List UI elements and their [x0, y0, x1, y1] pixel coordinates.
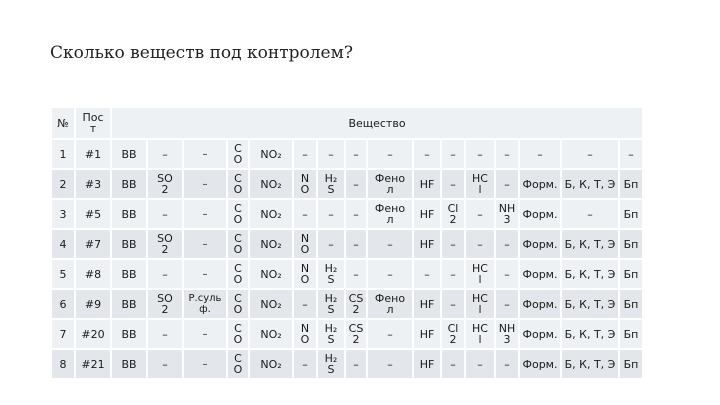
cell-c13: – — [495, 259, 519, 289]
cell-c7: H₂ S — [317, 349, 345, 379]
cell-c14: Форм. — [519, 199, 561, 229]
cell-num: 8 — [51, 349, 75, 379]
cell-c9: – — [367, 139, 413, 169]
cell-c5: NO₂ — [249, 169, 293, 199]
cell-c2: – — [147, 319, 183, 349]
table-header-row — [51, 107, 643, 139]
cell-num: 5 — [51, 259, 75, 289]
cell-c3: Р.суль ф. — [183, 289, 227, 319]
cell-c15: Б, К, Т, Э — [561, 349, 619, 379]
cell-c9: Фено л — [367, 289, 413, 319]
cell-c11: Cl 2 — [441, 199, 465, 229]
cell-c9: Фено л — [367, 169, 413, 199]
cell-c3: – — [183, 199, 227, 229]
cell-c6: – — [293, 289, 317, 319]
cell-c12: HC l — [465, 289, 495, 319]
cell-c10: HF — [413, 289, 441, 319]
cell-c1: ВВ — [111, 289, 147, 319]
cell-c9: – — [367, 319, 413, 349]
header-post: Пос т — [75, 107, 111, 139]
cell-c7: – — [317, 199, 345, 229]
table-row — [51, 169, 643, 199]
cell-c1: ВВ — [111, 349, 147, 379]
cell-c15: Б, К, Т, Э — [561, 169, 619, 199]
cell-c15: Б, К, Т, Э — [561, 259, 619, 289]
cell-c10: HF — [413, 199, 441, 229]
cell-c7: H₂ S — [317, 319, 345, 349]
table-row — [51, 259, 643, 289]
cell-c12: HC l — [465, 259, 495, 289]
cell-c5: NO₂ — [249, 319, 293, 349]
cell-c16: Бп — [619, 349, 643, 379]
cell-c7: – — [317, 229, 345, 259]
cell-c13: – — [495, 169, 519, 199]
cell-c4: С О — [227, 289, 249, 319]
cell-c3: – — [183, 229, 227, 259]
cell-c13: – — [495, 349, 519, 379]
cell-post: #8 — [75, 259, 111, 289]
cell-c13: – — [495, 229, 519, 259]
cell-c4: С О — [227, 199, 249, 229]
cell-c16: Бп — [619, 259, 643, 289]
cell-post: #21 — [75, 349, 111, 379]
cell-c1: ВВ — [111, 319, 147, 349]
cell-post: #5 — [75, 199, 111, 229]
cell-post: #7 — [75, 229, 111, 259]
cell-c7: H₂ S — [317, 169, 345, 199]
cell-c3: – — [183, 169, 227, 199]
cell-c10: – — [413, 259, 441, 289]
cell-c12: – — [465, 199, 495, 229]
cell-c1: ВВ — [111, 169, 147, 199]
cell-c15: – — [561, 139, 619, 169]
cell-c9: Фено л — [367, 199, 413, 229]
cell-c3: – — [183, 139, 227, 169]
cell-c2: – — [147, 139, 183, 169]
cell-c5: NO₂ — [249, 139, 293, 169]
cell-c2: SO 2 — [147, 289, 183, 319]
cell-num: 3 — [51, 199, 75, 229]
cell-c14: Форм. — [519, 349, 561, 379]
cell-c11: – — [441, 169, 465, 199]
table-row — [51, 349, 643, 379]
cell-c8: – — [345, 259, 367, 289]
cell-c6: N O — [293, 169, 317, 199]
table-row — [51, 139, 643, 169]
cell-c13: NH 3 — [495, 199, 519, 229]
cell-c2: SO 2 — [147, 169, 183, 199]
cell-c7: – — [317, 139, 345, 169]
cell-num: 7 — [51, 319, 75, 349]
cell-c4: С О — [227, 349, 249, 379]
table-row — [51, 229, 643, 259]
cell-c16: Бп — [619, 229, 643, 259]
cell-c12: – — [465, 139, 495, 169]
cell-c1: ВВ — [111, 199, 147, 229]
cell-c16: – — [619, 139, 643, 169]
cell-num: 4 — [51, 229, 75, 259]
cell-num: 1 — [51, 139, 75, 169]
cell-c11: – — [441, 259, 465, 289]
cell-c13: – — [495, 139, 519, 169]
cell-c9: – — [367, 349, 413, 379]
substance-table — [50, 106, 644, 380]
cell-c12: – — [465, 349, 495, 379]
cell-c8: – — [345, 349, 367, 379]
cell-c1: ВВ — [111, 139, 147, 169]
cell-c6: – — [293, 199, 317, 229]
cell-c16: Бп — [619, 169, 643, 199]
cell-post: #1 — [75, 139, 111, 169]
cell-post: #3 — [75, 169, 111, 199]
cell-c13: – — [495, 289, 519, 319]
cell-c14: Форм. — [519, 319, 561, 349]
cell-c7: H₂ S — [317, 259, 345, 289]
header-substance: Вещество — [111, 107, 643, 139]
cell-c8: CS 2 — [345, 289, 367, 319]
header-num: № — [51, 107, 75, 139]
cell-c4: С О — [227, 229, 249, 259]
cell-c10: HF — [413, 169, 441, 199]
cell-c9: – — [367, 229, 413, 259]
cell-c2: – — [147, 349, 183, 379]
cell-c7: H₂ S — [317, 289, 345, 319]
table-row — [51, 199, 643, 229]
cell-c14: – — [519, 139, 561, 169]
cell-c11: – — [441, 229, 465, 259]
cell-c10: HF — [413, 349, 441, 379]
cell-c5: NO₂ — [249, 229, 293, 259]
cell-c16: Бп — [619, 289, 643, 319]
cell-c13: NH 3 — [495, 319, 519, 349]
cell-post: #20 — [75, 319, 111, 349]
cell-c5: NO₂ — [249, 259, 293, 289]
cell-c4: С О — [227, 319, 249, 349]
cell-c8: – — [345, 169, 367, 199]
cell-c3: – — [183, 319, 227, 349]
cell-c5: NO₂ — [249, 289, 293, 319]
cell-c6: N O — [293, 259, 317, 289]
cell-c1: ВВ — [111, 229, 147, 259]
cell-c4: С О — [227, 259, 249, 289]
cell-c16: Бп — [619, 319, 643, 349]
cell-c2: – — [147, 199, 183, 229]
cell-c15: Б, К, Т, Э — [561, 289, 619, 319]
cell-c12: – — [465, 229, 495, 259]
cell-c11: – — [441, 289, 465, 319]
cell-c6: – — [293, 139, 317, 169]
cell-c2: – — [147, 259, 183, 289]
cell-c14: Форм. — [519, 229, 561, 259]
cell-c14: Форм. — [519, 289, 561, 319]
cell-c4: С О — [227, 169, 249, 199]
cell-c8: – — [345, 139, 367, 169]
slide-title: Сколько веществ под контролем? — [50, 43, 353, 63]
cell-c6: – — [293, 349, 317, 379]
cell-c10: HF — [413, 319, 441, 349]
cell-c8: CS 2 — [345, 319, 367, 349]
cell-c4: С О — [227, 139, 249, 169]
cell-c5: NO₂ — [249, 349, 293, 379]
cell-c6: N O — [293, 319, 317, 349]
cell-c11: – — [441, 349, 465, 379]
cell-c6: N O — [293, 229, 317, 259]
cell-c3: – — [183, 259, 227, 289]
cell-c1: ВВ — [111, 259, 147, 289]
cell-c11: – — [441, 139, 465, 169]
cell-c10: HF — [413, 229, 441, 259]
cell-num: 6 — [51, 289, 75, 319]
cell-c15: Б, К, Т, Э — [561, 229, 619, 259]
cell-c9: – — [367, 259, 413, 289]
cell-c11: Cl 2 — [441, 319, 465, 349]
cell-c8: – — [345, 199, 367, 229]
cell-c12: HC l — [465, 169, 495, 199]
cell-c15: – — [561, 199, 619, 229]
cell-c3: – — [183, 349, 227, 379]
cell-c10: – — [413, 139, 441, 169]
cell-c2: SO 2 — [147, 229, 183, 259]
cell-post: #9 — [75, 289, 111, 319]
table-row — [51, 289, 643, 319]
cell-c16: Бп — [619, 199, 643, 229]
cell-c12: HC l — [465, 319, 495, 349]
cell-c14: Форм. — [519, 169, 561, 199]
cell-c14: Форм. — [519, 259, 561, 289]
cell-num: 2 — [51, 169, 75, 199]
cell-c5: NO₂ — [249, 199, 293, 229]
cell-c15: Б, К, Т, Э — [561, 319, 619, 349]
table-row — [51, 319, 643, 349]
cell-c8: – — [345, 229, 367, 259]
